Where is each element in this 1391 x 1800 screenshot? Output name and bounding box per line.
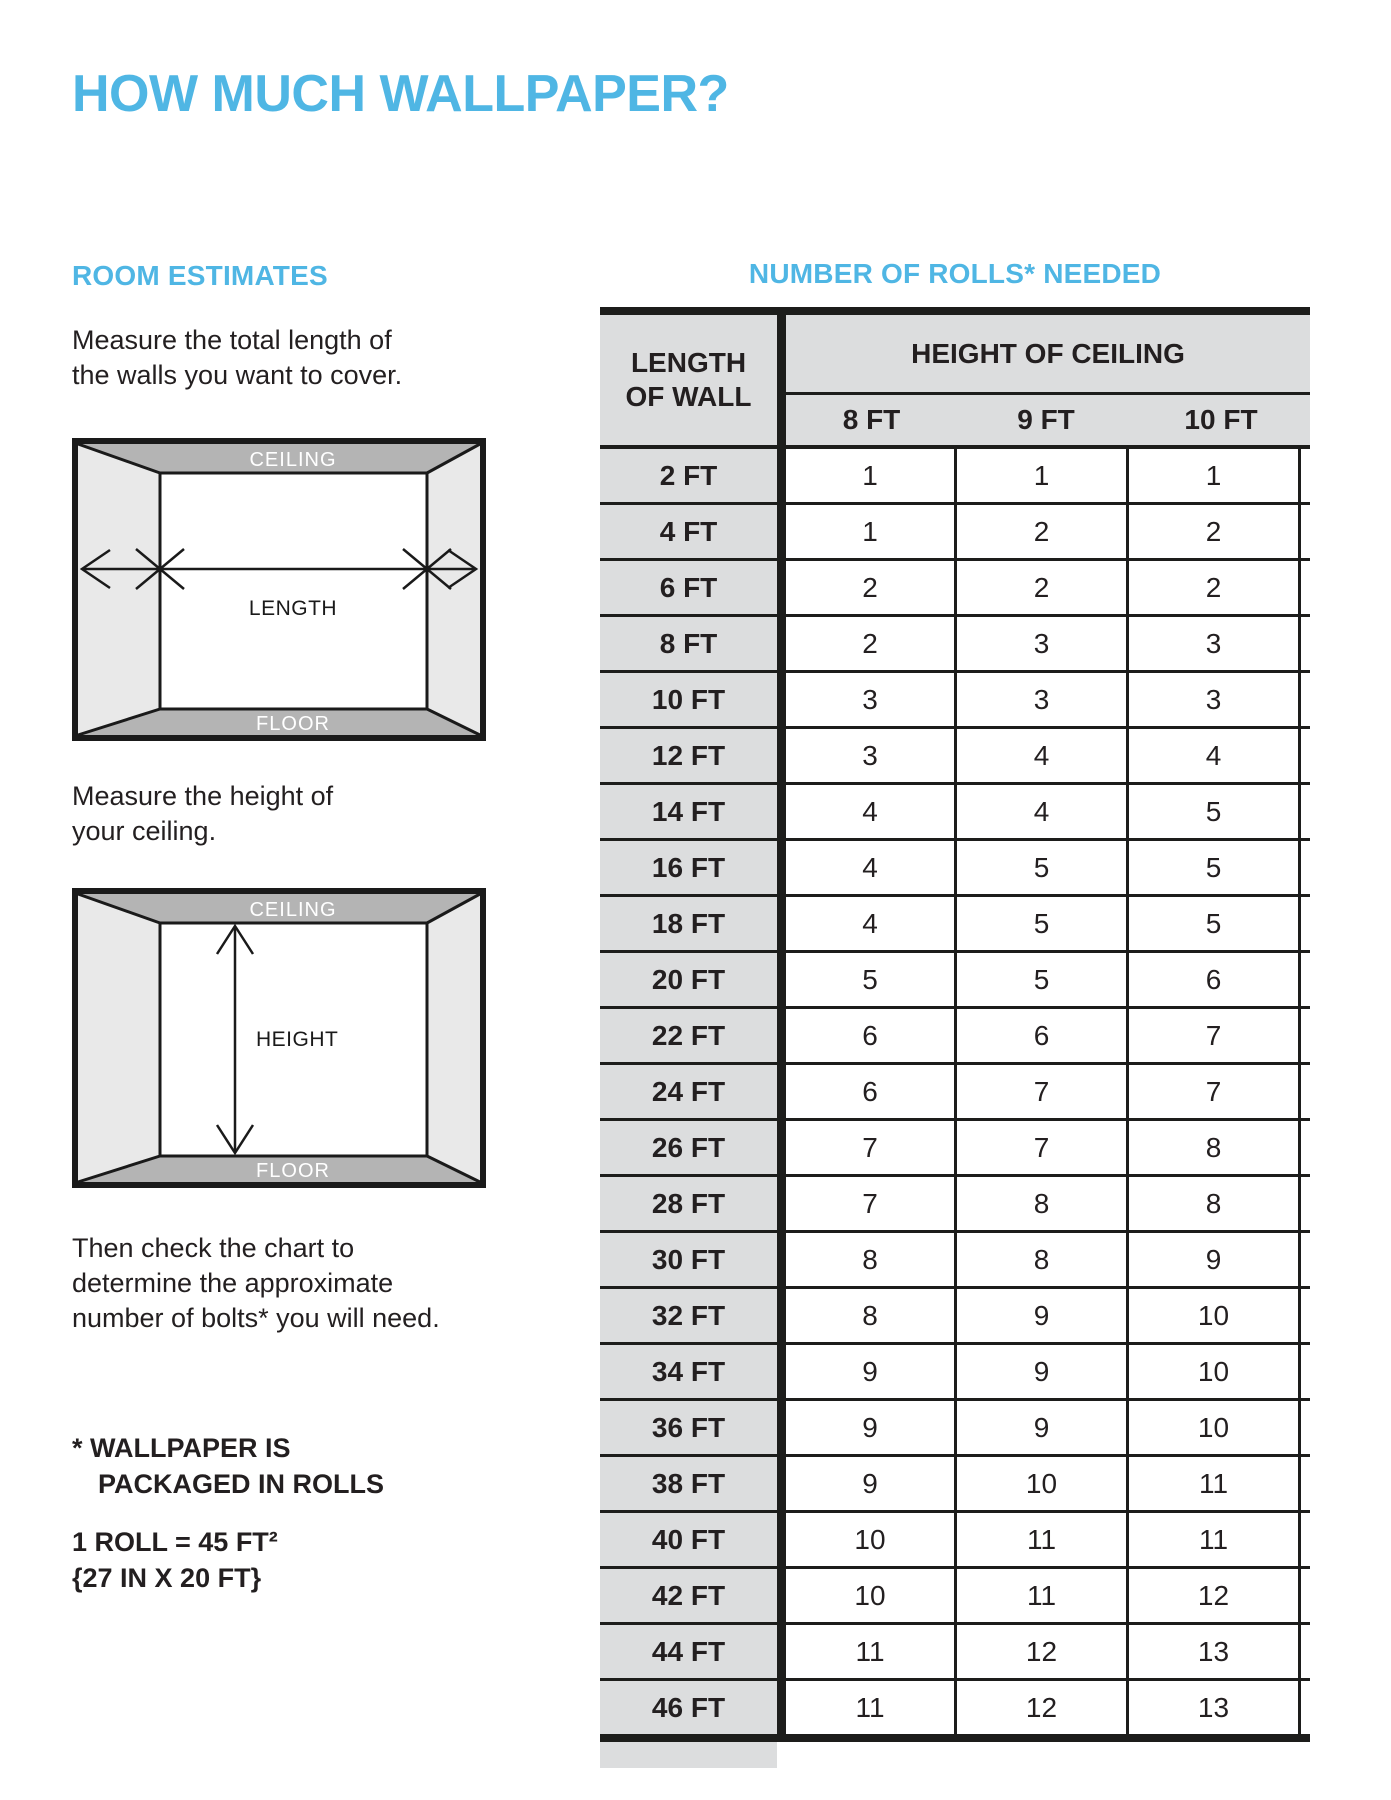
cell-value: 6 <box>786 1009 957 1062</box>
column-divider <box>777 1457 786 1510</box>
cell-value: 5 <box>957 897 1129 950</box>
cell-value: 4 <box>786 897 957 950</box>
table-row <box>600 617 1310 673</box>
row-label: 6 FT <box>600 561 777 614</box>
column-divider <box>777 1233 786 1286</box>
cell-value: 5 <box>957 841 1129 894</box>
table-row <box>600 841 1310 897</box>
cell-value: 9 <box>957 1401 1129 1454</box>
rolls-table <box>600 307 1310 1768</box>
row-label: 38 FT <box>600 1457 777 1510</box>
cell-value: 11 <box>1129 1457 1301 1510</box>
row-label: 14 FT <box>600 785 777 838</box>
instruction-measure-length <box>72 323 402 393</box>
cell-value: 8 <box>957 1233 1129 1286</box>
instruction-line: the walls you want to cover. <box>72 360 403 390</box>
instruction-line: Then check the chart to <box>72 1233 355 1263</box>
column-divider <box>777 785 786 838</box>
row-label: 30 FT <box>600 1233 777 1286</box>
cell-value: 9 <box>1129 1233 1301 1286</box>
room-length-diagram <box>72 438 486 741</box>
cell-value: 7 <box>1129 1065 1301 1118</box>
column-divider <box>777 897 786 950</box>
instruction-check-chart <box>72 1231 440 1336</box>
column-header: 10 FT <box>1184 404 1258 435</box>
column-divider <box>777 505 786 558</box>
table-row <box>600 1457 1310 1513</box>
row-label: 8 FT <box>600 617 777 670</box>
instruction-line: Measure the total length of <box>72 325 392 355</box>
cell-value: 1 <box>786 449 957 502</box>
cell-value: 2 <box>786 561 957 614</box>
cell-value: 5 <box>957 953 1129 1006</box>
instruction-line: determine the approximate <box>72 1268 394 1298</box>
column-divider <box>777 1289 786 1342</box>
row-label: 40 FT <box>600 1513 777 1566</box>
column-divider <box>777 1401 786 1454</box>
cell-value: 10 <box>1129 1345 1301 1398</box>
cell-value: 11 <box>786 1681 957 1734</box>
cell-value: 12 <box>957 1681 1129 1734</box>
instruction-measure-height <box>72 779 333 849</box>
page-title: HOW MUCH WALLPAPER? <box>72 65 729 123</box>
cell-value: 5 <box>786 953 957 1006</box>
column-divider <box>777 953 786 1006</box>
row-label: 16 FT <box>600 841 777 894</box>
table-row <box>600 1401 1310 1457</box>
cell-value: 10 <box>1129 1289 1301 1342</box>
table-footer-tab <box>600 1742 777 1768</box>
floor-label: FLOOR <box>256 713 330 735</box>
table-header <box>600 315 1310 449</box>
cell-value: 6 <box>957 1009 1129 1062</box>
row-label: 42 FT <box>600 1569 777 1622</box>
cell-value: 9 <box>957 1289 1129 1342</box>
instruction-line: Measure the height of <box>72 781 334 811</box>
table-row <box>600 953 1310 1009</box>
table-row <box>600 785 1310 841</box>
row-label: 26 FT <box>600 1121 777 1174</box>
row-label: 46 FT <box>600 1681 777 1734</box>
column-group-header: HEIGHT OF CEILING <box>786 315 1310 395</box>
length-label: LENGTH <box>248 597 338 620</box>
cell-value: 6 <box>1129 953 1301 1006</box>
column-divider <box>777 1625 786 1678</box>
cell-value: 10 <box>1129 1401 1301 1454</box>
cell-value: 5 <box>1129 841 1301 894</box>
cell-value: 11 <box>957 1569 1129 1622</box>
cell-value: 4 <box>786 841 957 894</box>
table-row <box>600 1569 1310 1625</box>
cell-value: 4 <box>957 785 1129 838</box>
row-label: 28 FT <box>600 1177 777 1230</box>
table-row <box>600 673 1310 729</box>
cell-value: 4 <box>1129 729 1301 782</box>
ceiling-label: CEILING <box>249 449 337 471</box>
roll-size-line: 1 ROLL = 45 FT² <box>72 1527 278 1557</box>
cell-value: 7 <box>957 1121 1129 1174</box>
column-divider <box>777 1177 786 1230</box>
room-estimates-heading: ROOM ESTIMATES <box>72 260 328 291</box>
cell-value: 1 <box>957 449 1129 502</box>
cell-value: 11 <box>786 1625 957 1678</box>
table-row <box>600 1513 1310 1569</box>
row-label: 32 FT <box>600 1289 777 1342</box>
cell-value: 9 <box>786 1457 957 1510</box>
column-divider <box>777 1569 786 1622</box>
row-label: 10 FT <box>600 673 777 726</box>
row-label: 44 FT <box>600 1625 777 1678</box>
table-row <box>600 1625 1310 1681</box>
column-divider <box>777 1345 786 1398</box>
row-label: 18 FT <box>600 897 777 950</box>
row-label: 4 FT <box>600 505 777 558</box>
cell-value: 2 <box>957 561 1129 614</box>
table-row <box>600 1177 1310 1233</box>
left-wall <box>78 894 160 1182</box>
row-label: 22 FT <box>600 1009 777 1062</box>
cell-value: 8 <box>786 1233 957 1286</box>
cell-value: 3 <box>786 729 957 782</box>
cell-value: 9 <box>786 1345 957 1398</box>
table-row <box>600 1681 1310 1734</box>
row-label: 12 FT <box>600 729 777 782</box>
cell-value: 2 <box>786 617 957 670</box>
column-divider <box>777 1121 786 1174</box>
row-label: 2 FT <box>600 449 777 502</box>
row-header-line: OF WALL <box>625 381 752 412</box>
column-divider <box>777 729 786 782</box>
cell-value: 5 <box>1129 897 1301 950</box>
cell-value: 7 <box>786 1177 957 1230</box>
cell-value: 9 <box>957 1345 1129 1398</box>
column-divider <box>777 1681 786 1734</box>
column-header: 9 FT <box>1017 404 1075 435</box>
cell-value: 3 <box>957 617 1129 670</box>
column-divider <box>777 561 786 614</box>
footnote-line: * WALLPAPER IS <box>72 1433 291 1463</box>
table-row <box>600 1121 1310 1177</box>
wallpaper-rolls-footnote <box>72 1430 384 1502</box>
cell-value: 1 <box>786 505 957 558</box>
table-row <box>600 1065 1310 1121</box>
left-wall <box>78 444 160 735</box>
table-row <box>600 505 1310 561</box>
column-divider <box>777 315 786 445</box>
cell-value: 7 <box>957 1065 1129 1118</box>
footnote-line: PACKAGED IN ROLLS <box>98 1469 385 1499</box>
cell-value: 4 <box>957 729 1129 782</box>
table-row <box>600 1009 1310 1065</box>
cell-value: 10 <box>957 1457 1129 1510</box>
cell-value: 11 <box>1129 1513 1301 1566</box>
row-label: 34 FT <box>600 1345 777 1398</box>
table-bottom-border <box>600 1734 1310 1742</box>
rolls-needed-heading: NUMBER OF ROLLS* NEEDED <box>748 258 1162 289</box>
roll-size-line: {27 IN X 20 FT} <box>72 1563 262 1593</box>
column-header-area <box>786 315 1310 445</box>
cell-value: 8 <box>1129 1177 1301 1230</box>
table-row <box>600 1233 1310 1289</box>
column-divider <box>777 673 786 726</box>
column-divider <box>777 1009 786 1062</box>
row-header-line: LENGTH <box>630 347 747 378</box>
column-divider <box>777 841 786 894</box>
table-body <box>600 449 1310 1734</box>
room-height-diagram <box>72 888 486 1188</box>
cell-value: 13 <box>1129 1681 1301 1734</box>
back-wall <box>160 473 427 709</box>
row-header-cell <box>600 315 777 445</box>
cell-value: 3 <box>957 673 1129 726</box>
column-divider <box>777 1065 786 1118</box>
cell-value: 13 <box>1129 1625 1301 1678</box>
cell-value: 12 <box>1129 1569 1301 1622</box>
column-divider <box>777 449 786 502</box>
table-row <box>600 1289 1310 1345</box>
column-headers-row <box>786 395 1310 445</box>
table-top-border <box>600 307 1310 315</box>
right-wall <box>427 444 480 735</box>
cell-value: 6 <box>786 1065 957 1118</box>
cell-value: 11 <box>957 1513 1129 1566</box>
table-row <box>600 897 1310 953</box>
cell-value: 8 <box>1129 1121 1301 1174</box>
instruction-line: number of bolts* you will need. <box>72 1303 440 1333</box>
row-label: 24 FT <box>600 1065 777 1118</box>
table-row <box>600 561 1310 617</box>
cell-value: 8 <box>786 1289 957 1342</box>
cell-value: 9 <box>786 1401 957 1454</box>
floor-label: FLOOR <box>256 1160 330 1182</box>
cell-value: 3 <box>786 673 957 726</box>
cell-value: 5 <box>1129 785 1301 838</box>
table-row <box>600 449 1310 505</box>
row-label: 20 FT <box>600 953 777 1006</box>
row-label: 36 FT <box>600 1401 777 1454</box>
table-row <box>600 729 1310 785</box>
column-divider <box>777 617 786 670</box>
cell-value: 2 <box>1129 505 1301 558</box>
cell-value: 1 <box>1129 449 1301 502</box>
cell-value: 10 <box>786 1513 957 1566</box>
cell-value: 2 <box>957 505 1129 558</box>
height-label: HEIGHT <box>256 1028 339 1051</box>
cell-value: 7 <box>786 1121 957 1174</box>
table-row <box>600 1345 1310 1401</box>
cell-value: 10 <box>786 1569 957 1622</box>
cell-value: 3 <box>1129 617 1301 670</box>
column-header: 8 FT <box>842 404 901 435</box>
ceiling-label: CEILING <box>249 899 337 921</box>
roll-size-note <box>72 1524 278 1596</box>
cell-value: 12 <box>957 1625 1129 1678</box>
instruction-line: your ceiling. <box>72 816 217 846</box>
cell-value: 2 <box>1129 561 1301 614</box>
column-divider <box>777 1513 786 1566</box>
cell-value: 3 <box>1129 673 1301 726</box>
cell-value: 4 <box>786 785 957 838</box>
cell-value: 8 <box>957 1177 1129 1230</box>
right-wall <box>427 894 480 1182</box>
cell-value: 7 <box>1129 1009 1301 1062</box>
